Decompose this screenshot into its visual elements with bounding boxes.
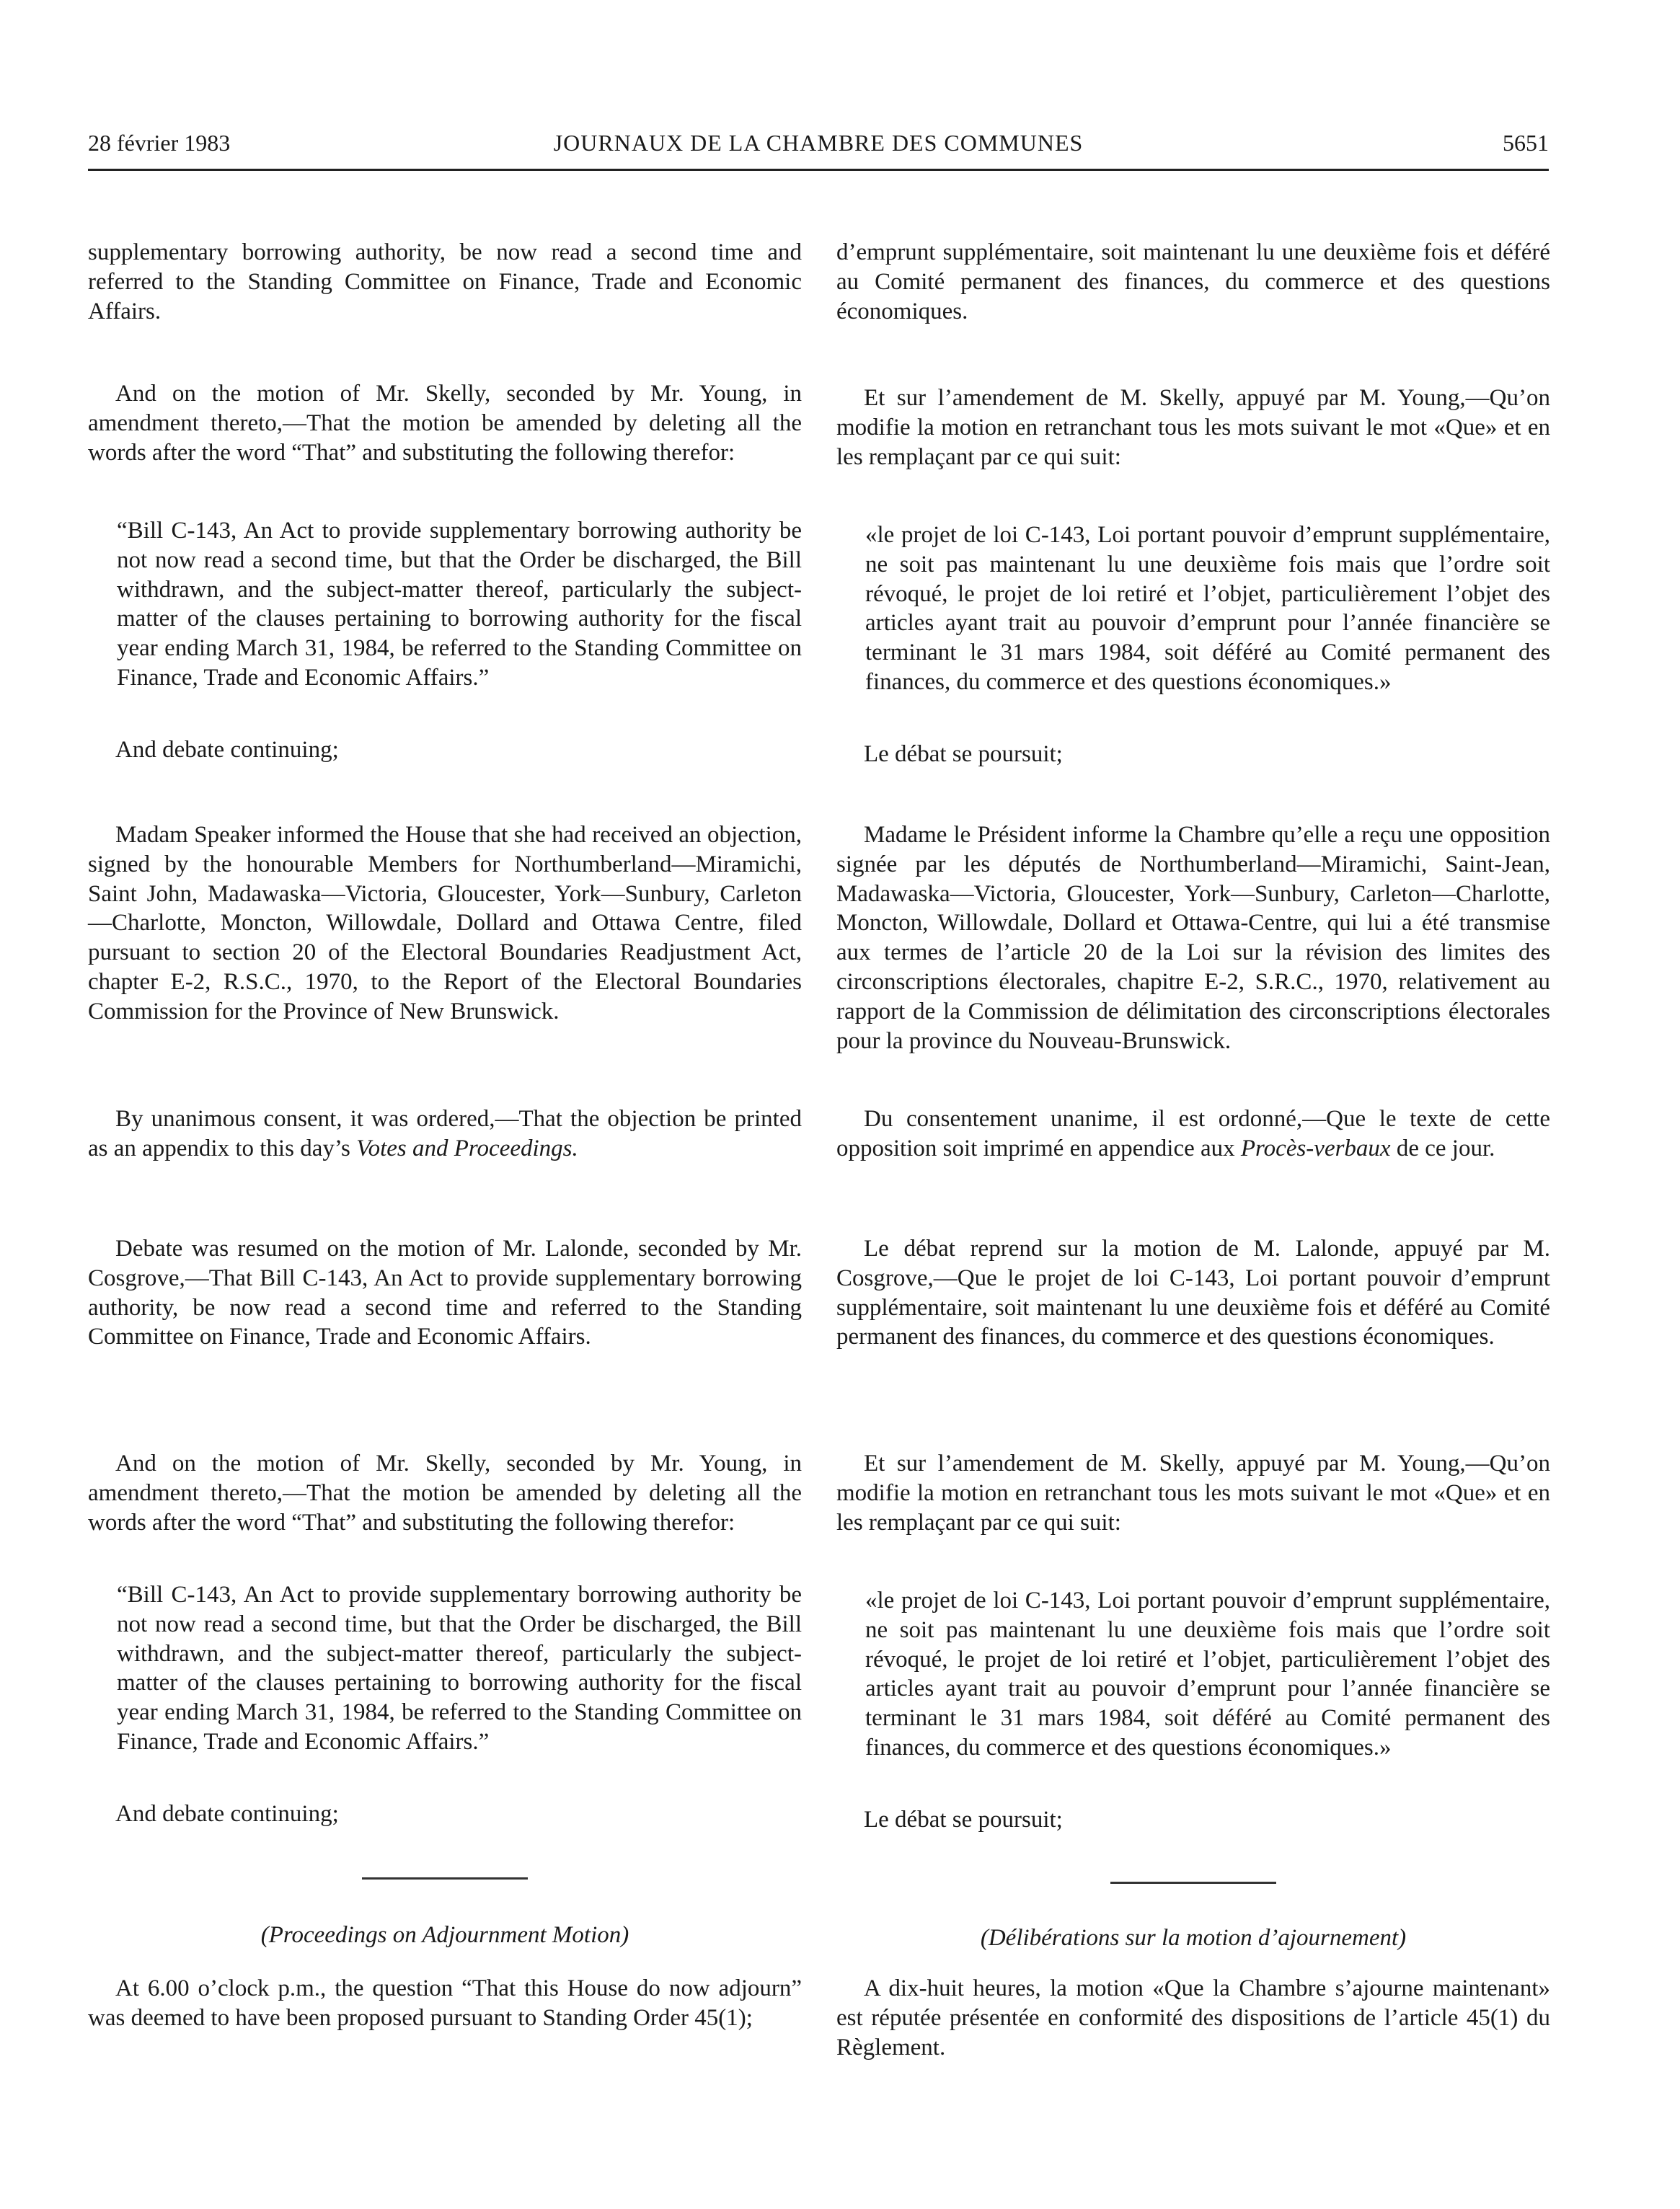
- quoted-bill-text: «le projet de loi C-143, Loi portant pouvoir d’emprunt supplémentaire, ne soit pas maintenant lu une deuxième fois mais que l’ordre soit révoqué, le projet de loi retiré et l’objet, particulièrement l’objet des articles ayant trait au pouvoir d’emprunt pour l’année financière se terminant le 31 mars 1984, soit déféré au Comité permanent des finances, du commerce et des questions économiques.»: [865, 522, 1550, 695]
- paragraph: Le débat se poursuit;: [864, 1807, 1063, 1833]
- paragraph: By unanimous consent, it was ordered,—That the objection be printed as an appendix to this day’s Votes and Proceedings.: [88, 1106, 802, 1161]
- paragraph: Et sur l’amendement de M. Skelly, appuyé par M. Young,—Qu’on modifie la motion en retranchant tous les mots suivant le mot «Que» et en les remplaçant par ce qui suit:: [836, 385, 1550, 470]
- paragraph: At 6.00 o’clock p.m., the question “That this House do now adjourn” was deemed to have been proposed pursuant to Standing Order 45(1);: [88, 1975, 802, 2031]
- paragraph: And debate continuing;: [115, 737, 339, 763]
- header-page-number: 5651: [1503, 130, 1549, 156]
- paragraph: And on the motion of Mr. Skelly, seconded by Mr. Young, in amendment thereto,—That the motion be amended by deleting all the words after the word “That” and substituting the following therefor:: [88, 1451, 802, 1536]
- header-date: 28 février 1983: [88, 130, 231, 156]
- header-journal-title: JOURNAUX DE LA CHAMBRE DES COMMUNES: [553, 130, 1084, 156]
- paragraph: Madame le Président informe la Chambre qu’elle a reçu une opposition signée par les députés de Northumberland—Miramichi, Saint-Jean, Madawaska—Victoria, Gloucester, York—Sunbury, Carleton—Charlotte, Moncton, Willowdale, Dollard et Ottawa-Centre, qui lui a été transmise aux termes de l’article 20 de la Loi sur la révision des limites des circonscriptions électorales, chapitre E-2, S.R.C., 1970, relativement au rapport de la Commission de délimitation des circonscriptions électorales pour la province du Nouveau-Brunswick.: [836, 822, 1550, 1054]
- paragraph: Et sur l’amendement de M. Skelly, appuyé par M. Young,—Qu’on modifie la motion en retranchant tous les mots suivant le mot «Que» et en les remplaçant par ce qui suit:: [836, 1451, 1550, 1536]
- paragraph: supplementary borrowing authority, be now read a second time and referred to the Standing Committee on Finance, Trade and Economic Affairs.: [88, 239, 802, 324]
- paragraph: Madam Speaker informed the House that she had received an objection, signed by the honourable Members for Northumberland—Miramichi, Saint John, Madawaska—Victoria, Gloucester, York—Sunbury, Carleton—Charlotte, Moncton, Willowdale, Dollard and Ottawa Centre, filed pursuant to section 20 of the Electoral Boundaries Readjustment Act, chapter E-2, R.S.C., 1970, to the Report of the Electoral Boundaries Commission for the Province of New Brunswick.: [88, 822, 802, 1024]
- paragraph: Debate was resumed on the motion of Mr. Lalonde, seconded by Mr. Cosgrove,—That Bill C-143, An Act to provide supplementary borrowing authority, be now read a second time and referred to the Standing Committee on Finance, Trade and Economic Affairs.: [88, 1236, 802, 1350]
- section-heading: (Proceedings on Adjournment Motion): [260, 1922, 629, 1948]
- paragraph: d’emprunt supplémentaire, soit maintenant lu une deuxième fois et déféré au Comité permanent des finances, du commerce et des questions économiques.: [836, 239, 1550, 324]
- paragraph: Du consentement unanime, il est ordonné,—Que le texte de cette opposition soit imprimé en appendice aux Procès-verbaux de ce jour.: [836, 1106, 1550, 1161]
- paragraph: Le débat reprend sur la motion de M. Lalonde, appuyé par M. Cosgrove,—Que le projet de loi C-143, Loi portant pouvoir d’emprunt supplémentaire, soit maintenant lu une deuxième fois et déféré au Comité permanent des finances, du commerce et des questions économiques.: [836, 1236, 1550, 1350]
- paragraph: And on the motion of Mr. Skelly, seconded by Mr. Young, in amendment thereto,—That the motion be amended by deleting all the words after the word “That” and substituting the following therefor:: [88, 381, 802, 466]
- quoted-bill-text: «le projet de loi C-143, Loi portant pouvoir d’emprunt supplémentaire, ne soit pas maintenant lu une deuxième fois mais que l’ordre soit révoqué, le projet de loi retiré et l’objet, particulièrement l’objet des articles ayant trait au pouvoir d’emprunt pour l’année financière se terminant le 31 mars 1984, soit déféré au Comité permanent des finances, du commerce et des questions économiques.»: [865, 1588, 1550, 1761]
- paragraph: Le débat se poursuit;: [864, 741, 1063, 767]
- section-heading: (Délibérations sur la motion d’ajournement): [980, 1925, 1407, 1951]
- section-divider: [1110, 1882, 1276, 1884]
- section-divider: [362, 1877, 528, 1880]
- quoted-bill-text: “Bill C-143, An Act to provide supplementary borrowing authority be not now read a second time, but that the Order be discharged, the Bill withdrawn, and the subject-matter thereof, particularly the subject-matter of the clauses pertaining to borrowing authority for the fiscal year ending March 31, 1984, be referred to the Standing Committee on Finance, Trade and Economic Affairs.”: [117, 1582, 802, 1755]
- page-header: [88, 128, 1549, 171]
- quoted-bill-text: “Bill C-143, An Act to provide supplementary borrowing authority be not now read a second time, but that the Order be discharged, the Bill withdrawn, and the subject-matter thereof, particularly the subject-matter of the clauses pertaining to borrowing authority for the fiscal year ending March 31, 1984, be referred to the Standing Committee on Finance, Trade and Economic Affairs.”: [117, 518, 802, 691]
- paragraph: A dix-huit heures, la motion «Que la Chambre s’ajourne maintenant» est réputée présentée en conformité des dispositions de l’article 45(1) du Règlement.: [836, 1975, 1550, 2060]
- paragraph: And debate continuing;: [115, 1801, 339, 1827]
